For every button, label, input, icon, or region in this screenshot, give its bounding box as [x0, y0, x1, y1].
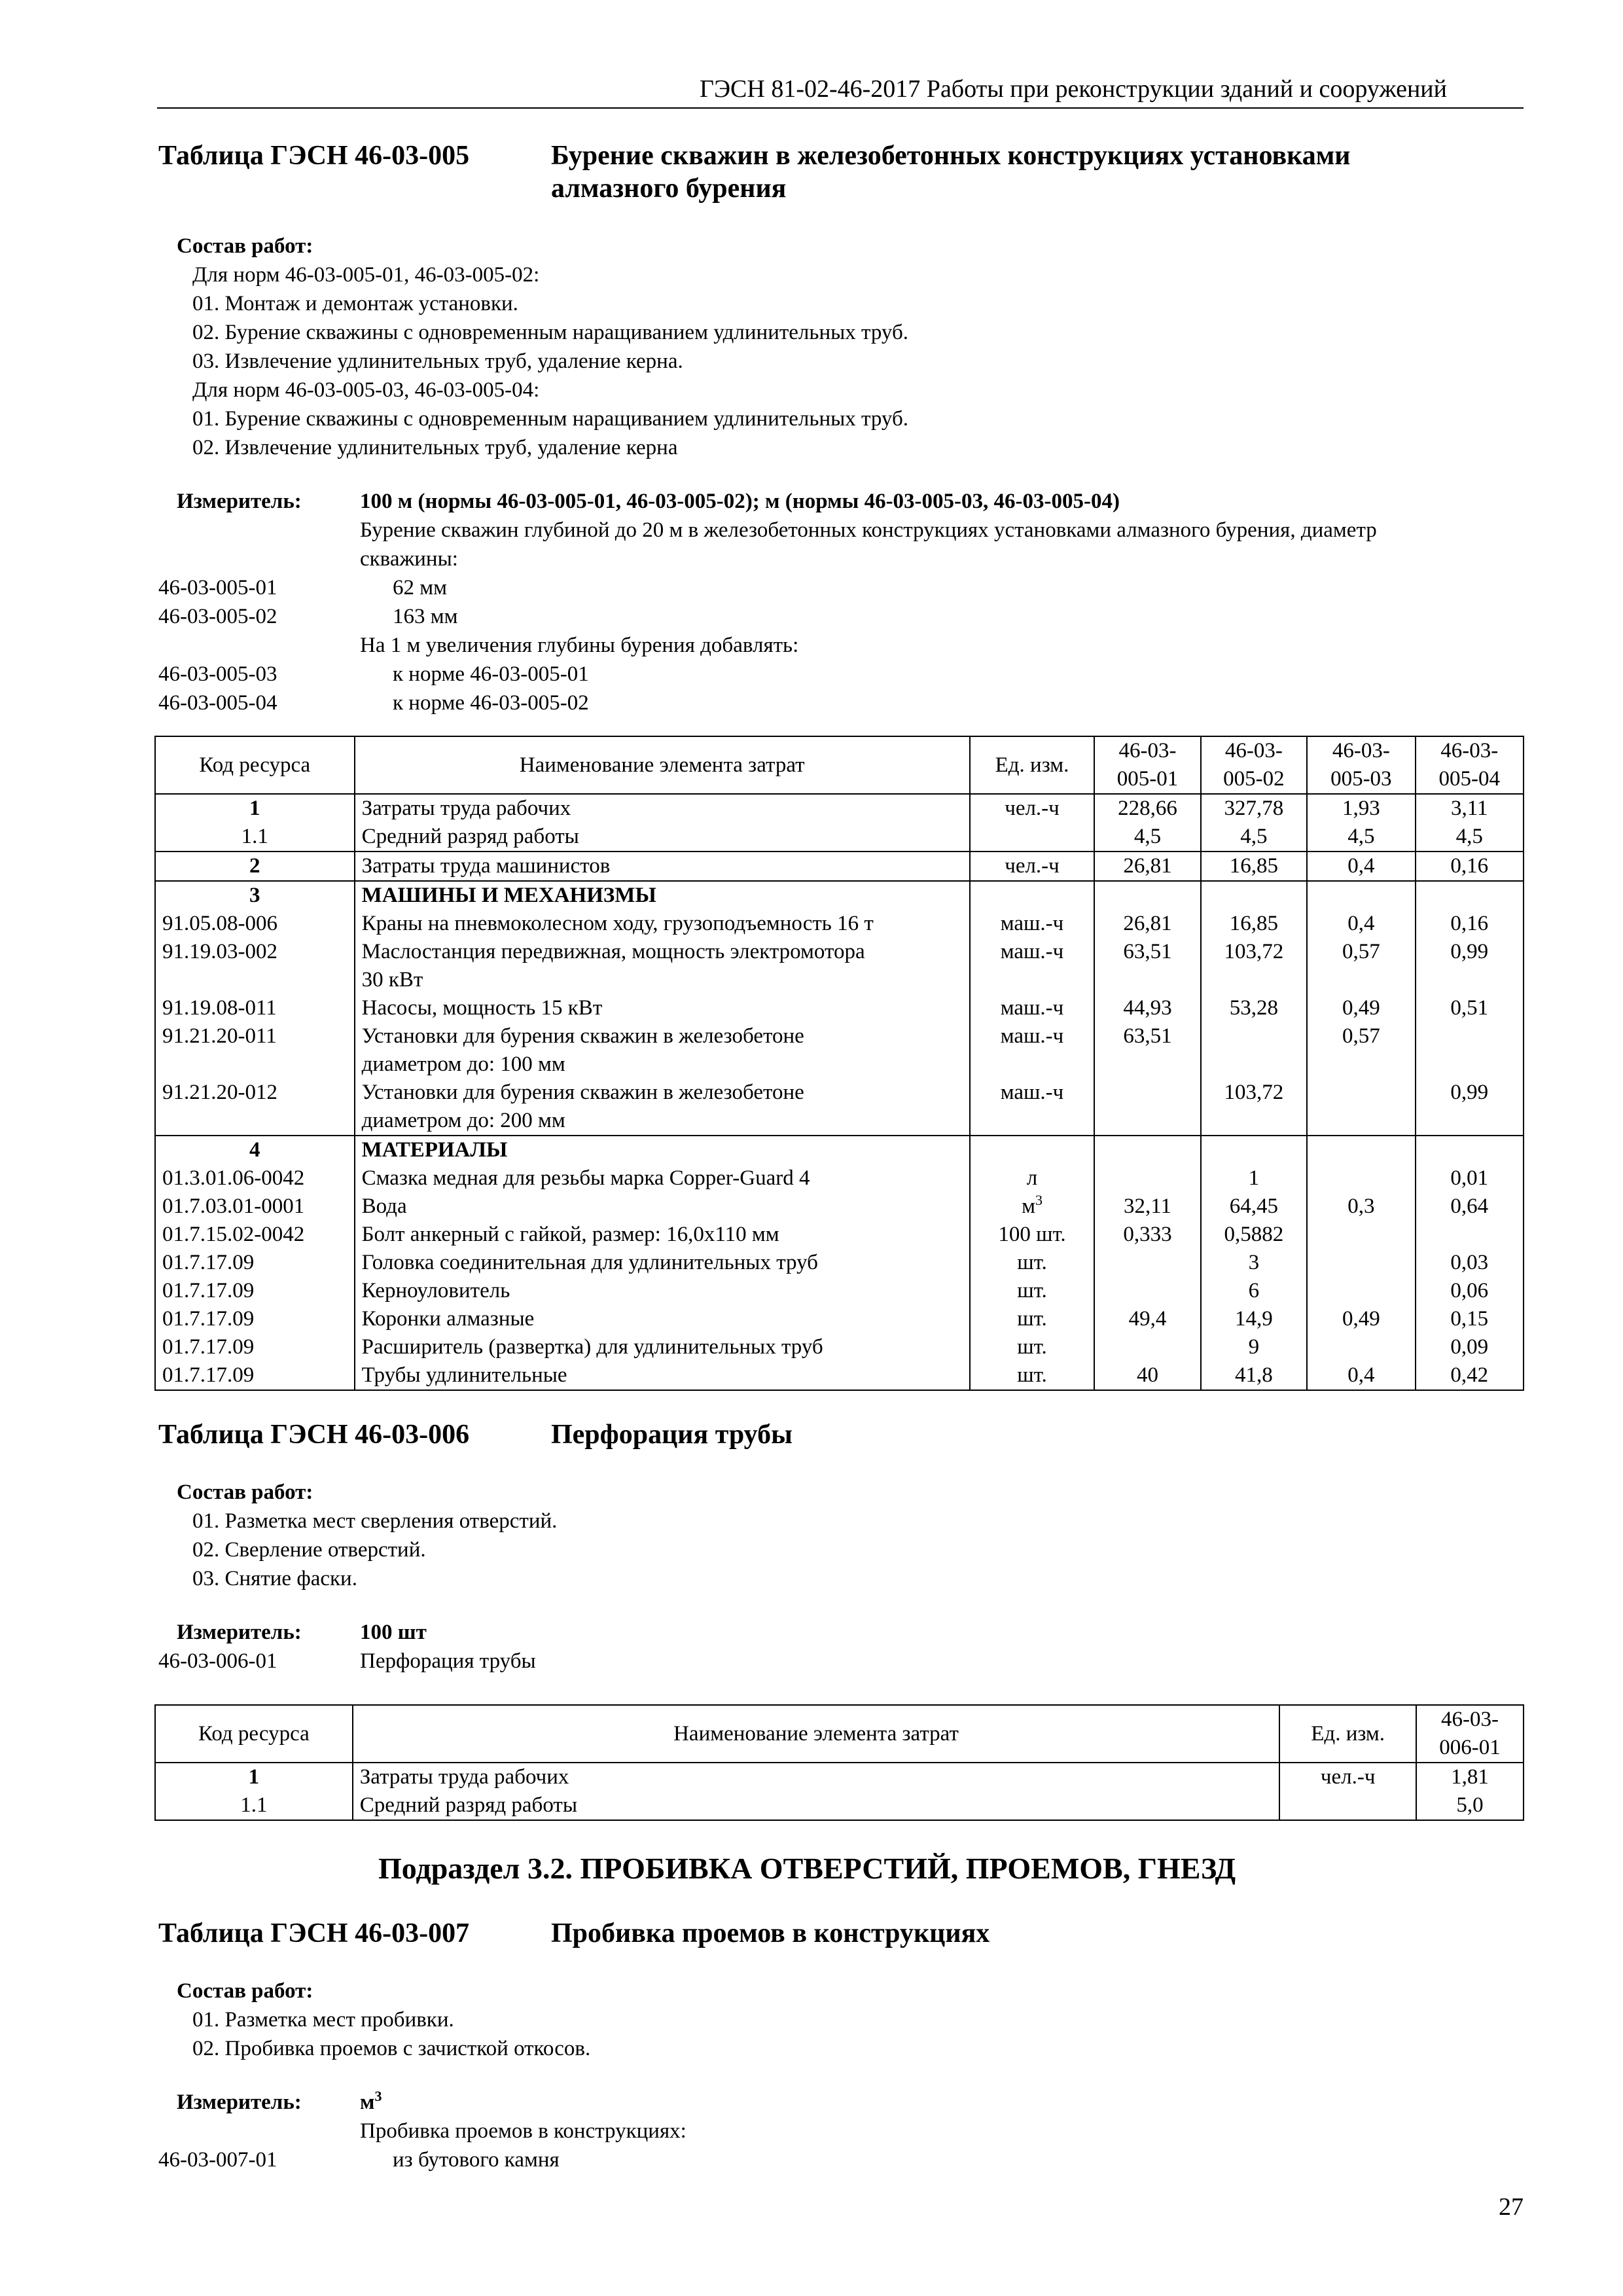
- table-row: 01.7.03.01-0001 Вода $м^3$ 32,11 64,45 0,3 0,64: [155, 1193, 1524, 1221]
- table-row: 01.7.17.09 Трубы удлинительные шт. 40 41,8 0,4 0,42: [155, 1361, 1524, 1390]
- work-line: 03. Снятие фаски.: [192, 1567, 357, 1590]
- col-header-name: Наименование элемента затрат: [353, 1705, 1279, 1763]
- table-005-title: Бурение скважин в железобетонных конструкциях установками: [551, 141, 1351, 171]
- table-006-title: Перфорация трубы: [551, 1420, 793, 1450]
- measure-value: 100 м (нормы 46-03-005-01, 46-03-005-02); м (нормы 46-03-005-03, 46-03-005-04): [360, 490, 1120, 513]
- table-row: 91.05.08-006 Краны на пневмоколесном ходу, грузоподъемность 16 т маш.-ч 26,81 16,85 0,4 0,16: [155, 910, 1524, 938]
- measure-label: Измеритель:: [177, 490, 302, 513]
- table-006-label: Таблица ГЭСН 46-03-006: [158, 1420, 470, 1450]
- norm-text: Перфорация трубы: [360, 1649, 536, 1673]
- norm-code: 46-03-007-01: [158, 2148, 277, 2172]
- table-007-title: Пробивка проемов в конструкциях: [551, 1918, 990, 1948]
- work-line: 01. Бурение скважины с одновременным наращиванием удлинительных труб.: [192, 407, 909, 431]
- table-005-title-cont: алмазного бурения: [551, 173, 787, 204]
- table-row: 91.21.20-011 Установки для бурения скважин в железобетоне диаметром до: 100 мм маш.-ч 63,51 0,57: [155, 1022, 1524, 1079]
- norm-description: Бурение скважин глубиной до 20 м в железобетонных конструкциях установками алмазного бурения, диаметр: [360, 518, 1377, 542]
- work-line: 01. Разметка мест пробивки.: [192, 2008, 454, 2032]
- resource-table-006: [154, 1704, 1524, 1821]
- norm-code: 46-03-005-01: [158, 576, 277, 600]
- work-heading: Состав работ:: [177, 1979, 313, 2003]
- work-heading: Состав работ:: [177, 234, 313, 258]
- work-line: Для норм 46-03-005-01, 46-03-005-02:: [192, 263, 540, 287]
- col-header-code: Код ресурса: [155, 736, 355, 794]
- table-row: 91.19.08-011 Насосы, мощность 15 кВт маш.-ч 44,93 53,28 0,49 0,51: [155, 994, 1524, 1022]
- table-row: 01.7.15.02-0042 Болт анкерный с гайкой, размер: 16,0х110 мм 100 шт. 0,333 0,5882: [155, 1221, 1524, 1249]
- header-rule: [157, 107, 1524, 109]
- norm-text: к норме 46-03-005-02: [393, 691, 589, 715]
- measure-value: 100 шт: [360, 1621, 427, 1644]
- table-row: 01.7.17.09 Коронки алмазные шт. 49,4 14,9 0,49 0,15: [155, 1305, 1524, 1333]
- norm-text: 62 мм: [393, 576, 448, 600]
- running-title: ГЭСН 81-02-46-2017 Работы при реконструкции зданий и сооружений: [700, 75, 1447, 103]
- work-line: 02. Бурение скважины с одновременным наращиванием удлинительных труб.: [192, 321, 909, 344]
- work-line: 02. Пробивка проемов с зачисткой откосов.: [192, 2037, 591, 2060]
- measure-value: $м^3$: [360, 2088, 382, 2114]
- col-header-unit: Ед. изм.: [1279, 1705, 1416, 1763]
- work-line: 02. Сверление отверстий.: [192, 1538, 426, 1562]
- norm-code: 46-03-005-03: [158, 662, 277, 686]
- norm-text: 163 мм: [393, 605, 458, 628]
- resource-table-005: [154, 736, 1524, 1391]
- table-row: 91.19.03-002 Маслостанция передвижная, мощность электромотора 30 кВт маш.-ч 63,51 103,72 0,57 0,99: [155, 938, 1524, 994]
- norm-code: 46-03-006-01: [158, 1649, 277, 1673]
- work-line: Для норм 46-03-005-03, 46-03-005-04:: [192, 378, 540, 402]
- norm-code: 46-03-005-04: [158, 691, 277, 715]
- col-header-norm: 46-03- 005-04: [1416, 736, 1524, 794]
- work-line: 02. Извлечение удлинительных труб, удаление керна: [192, 436, 678, 459]
- norm-text: из бутового камня: [393, 2148, 560, 2172]
- norm-description: На 1 м увеличения глубины бурения добавлять:: [360, 634, 799, 657]
- table-007-label: Таблица ГЭСН 46-03-007: [158, 1918, 470, 1948]
- work-line: 01. Монтаж и демонтаж установки.: [192, 292, 518, 315]
- table-row: 1 Затраты труда рабочих чел.-ч 228,66 327,78 1,93 3,11: [155, 794, 1524, 823]
- norm-text: к норме 46-03-005-01: [393, 662, 589, 686]
- col-header-norm: 46-03- 006-01: [1416, 1705, 1524, 1763]
- table-row: 01.7.17.09 Керноуловитель шт. 6 0,06: [155, 1277, 1524, 1305]
- table-row: 1.1 Средний разряд работы 4,5 4,5 4,5 4,5: [155, 823, 1524, 852]
- col-header-norm: 46-03- 005-01: [1094, 736, 1200, 794]
- table-row: 01.3.01.06-0042 Смазка медная для резьбы марка Copper-Guard 4 л 1 0,01: [155, 1164, 1524, 1193]
- table-row: 91.21.20-012 Установки для бурения скважин в железобетоне диаметром до: 200 мм маш.-ч 103,72 0,99: [155, 1079, 1524, 1136]
- table-row: 3 МАШИНЫ И МЕХАНИЗМЫ: [155, 881, 1524, 910]
- measure-label: Измеритель:: [177, 2090, 302, 2114]
- norm-description: скважины:: [360, 547, 458, 571]
- col-header-norm: 46-03- 005-03: [1307, 736, 1415, 794]
- subsection-title: Подраздел 3.2. ПРОБИВКА ОТВЕРСТИЙ, ПРОЕМОВ, ГНЕЗД: [378, 1852, 1236, 1885]
- table-row: 01.7.17.09 Расширитель (развертка) для удлинительных труб шт. 9 0,09: [155, 1333, 1524, 1361]
- table-row: 2 Затраты труда машинистов чел.-ч 26,81 16,85 0,4 0,16: [155, 852, 1524, 881]
- col-header-norm: 46-03- 005-02: [1201, 736, 1307, 794]
- work-line: 01. Разметка мест сверления отверстий.: [192, 1509, 558, 1533]
- norm-code: 46-03-005-02: [158, 605, 277, 628]
- measure-label: Измеритель:: [177, 1621, 302, 1644]
- page-number: 27: [1499, 2193, 1524, 2221]
- table-row: 4 МАТЕРИАЛЫ: [155, 1136, 1524, 1164]
- work-heading: Состав работ:: [177, 1480, 313, 1504]
- table-header-row: [155, 1705, 1524, 1763]
- col-header-name: Наименование элемента затрат: [355, 736, 970, 794]
- col-header-code: Код ресурса: [155, 1705, 353, 1763]
- col-header-unit: Ед. изм.: [970, 736, 1095, 794]
- work-line: 03. Извлечение удлинительных труб, удаление керна.: [192, 350, 683, 373]
- table-row: 1 Затраты труда рабочих чел.-ч 1,81: [155, 1763, 1524, 1791]
- table-header-row: [155, 736, 1524, 794]
- table-row: 01.7.17.09 Головка соединительная для удлинительных труб шт. 3 0,03: [155, 1249, 1524, 1277]
- table-row: 1.1 Средний разряд работы 5,0: [155, 1791, 1524, 1820]
- table-005-label: Таблица ГЭСН 46-03-005: [158, 141, 470, 171]
- norm-description: Пробивка проемов в конструкциях:: [360, 2119, 687, 2143]
